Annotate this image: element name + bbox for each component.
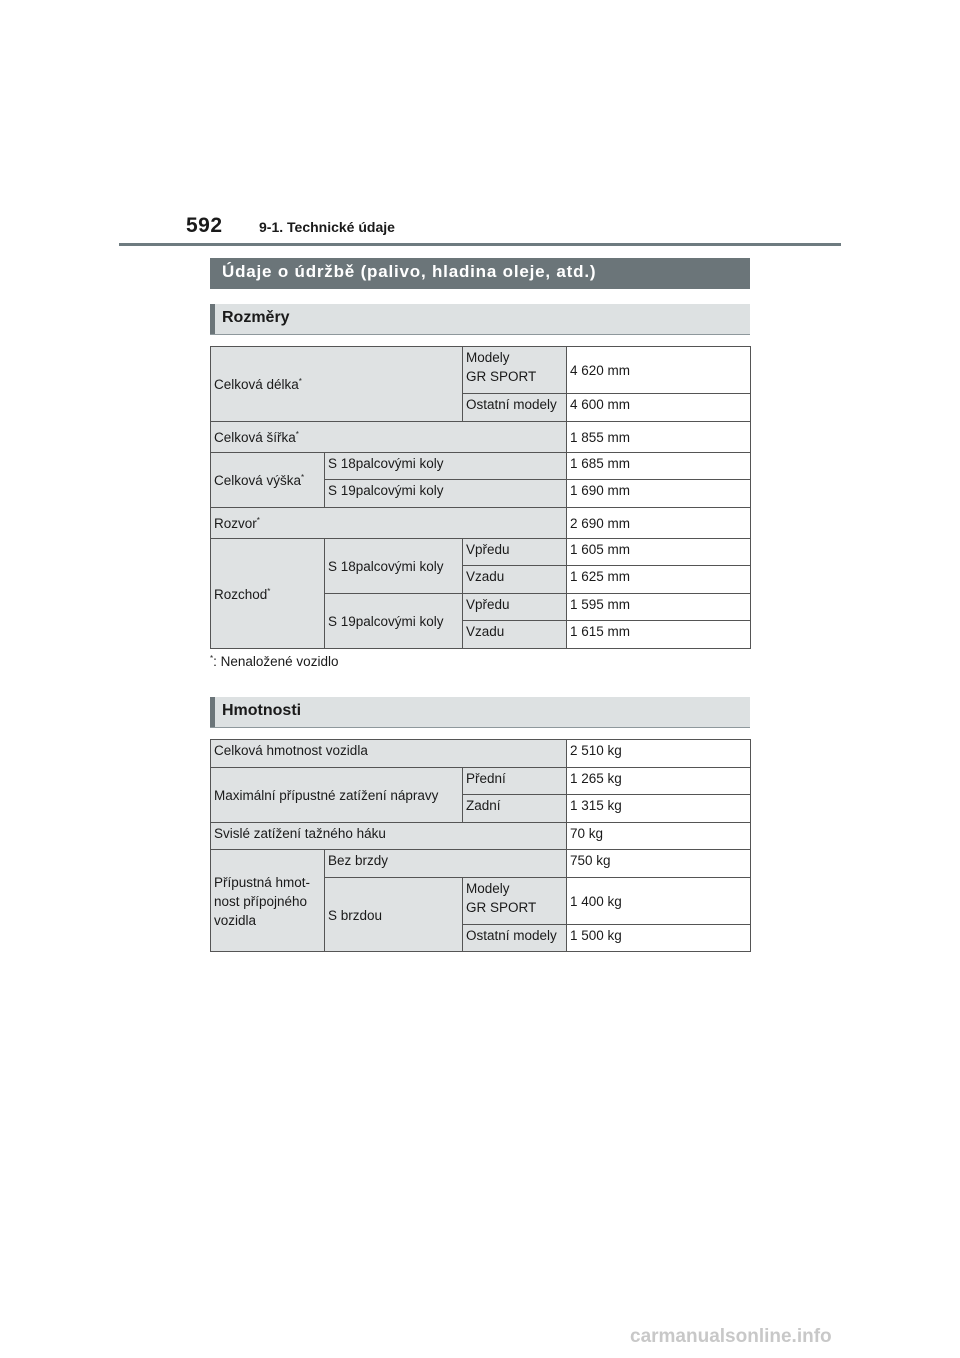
table-cell-value: 1 400 kg — [567, 878, 751, 925]
table-cell-label: Celková hmotnost vozidla — [211, 740, 567, 768]
page-number: 592 — [186, 214, 223, 237]
table-cell-value: 2 510 kg — [567, 740, 751, 768]
table-cell-value: 1 265 kg — [567, 768, 751, 795]
header-rule — [119, 243, 841, 246]
table-cell-value: 1 615 mm — [567, 621, 751, 649]
table-cell-label: Celková délka* — [211, 347, 463, 422]
table-cell-label: Modely GR SPORT — [463, 878, 567, 925]
table-cell-value: 1 595 mm — [567, 594, 751, 621]
table-cell-label: Vzadu — [463, 566, 567, 594]
table-cell-label: Modely GR SPORT — [463, 347, 567, 394]
table-cell-value: 70 kg — [567, 823, 751, 850]
table-cell-value: 1 500 kg — [567, 925, 751, 952]
table-cell-value: 4 600 mm — [567, 394, 751, 422]
table-cell-value: 2 690 mm — [567, 508, 751, 539]
table-cell-value: 1 625 mm — [567, 566, 751, 594]
table-cell-label: Ostatní modely — [463, 925, 567, 952]
table-cell-label: S 18palcovými koly — [325, 453, 567, 480]
table-cell-value: 750 kg — [567, 850, 751, 878]
table-cell-label: S brzdou — [325, 878, 463, 952]
table-cell-label: Bez brzdy — [325, 850, 567, 878]
heading-accent-bar — [210, 304, 215, 334]
table-cell-value: 1 690 mm — [567, 480, 751, 508]
table-cell-label: Svislé zatížení tažného háku — [211, 823, 567, 850]
table-cell-value: 1 605 mm — [567, 539, 751, 566]
table-cell-label: Rozvor* — [211, 508, 567, 539]
table-cell-label: Maximální přípustné zatížení nápravy — [211, 768, 463, 823]
table-cell-label: Rozchod* — [211, 539, 325, 649]
table-cell-value: 4 620 mm — [567, 347, 751, 394]
table-cell-label: Přípustná hmot- nost přípojného vozidla — [211, 850, 325, 952]
dimensions-heading — [210, 304, 750, 335]
section-path: 9-1. Technické údaje — [259, 219, 395, 235]
table-cell-label: S 19palcovými koly — [325, 480, 567, 508]
table-cell-label: Vzadu — [463, 621, 567, 649]
table-cell-value: 1 685 mm — [567, 453, 751, 480]
watermark-text: carmanualsonline.info — [630, 1326, 832, 1347]
table-cell-label: Celková šířka* — [211, 422, 567, 453]
table-cell-label: Zadní — [463, 795, 567, 823]
table-cell-label: Přední — [463, 768, 567, 795]
table-cell-label: Vpředu — [463, 539, 567, 566]
table-cell-label: Vpředu — [463, 594, 567, 621]
table-cell-label: Celková výška* — [211, 453, 325, 508]
table-cell-value: 1 315 kg — [567, 795, 751, 823]
dimensions-table — [210, 346, 751, 649]
table-cell-value: 1 855 mm — [567, 422, 751, 453]
table-cell-label: Ostatní modely — [463, 394, 567, 422]
weights-table — [210, 739, 751, 952]
weights-heading-label: Hmotnosti — [222, 702, 302, 719]
main-heading: Údaje o údržbě (palivo, hladina oleje, atd.) — [210, 258, 750, 289]
weights-heading — [210, 697, 750, 728]
table-cell-label: S 19palcovými koly — [325, 594, 463, 649]
table-cell-label: S 18palcovými koly — [325, 539, 463, 594]
heading-accent-bar — [210, 697, 215, 727]
footnote: *: Nenaložené vozidlo — [210, 654, 339, 669]
dimensions-heading-label: Rozměry — [222, 309, 290, 326]
